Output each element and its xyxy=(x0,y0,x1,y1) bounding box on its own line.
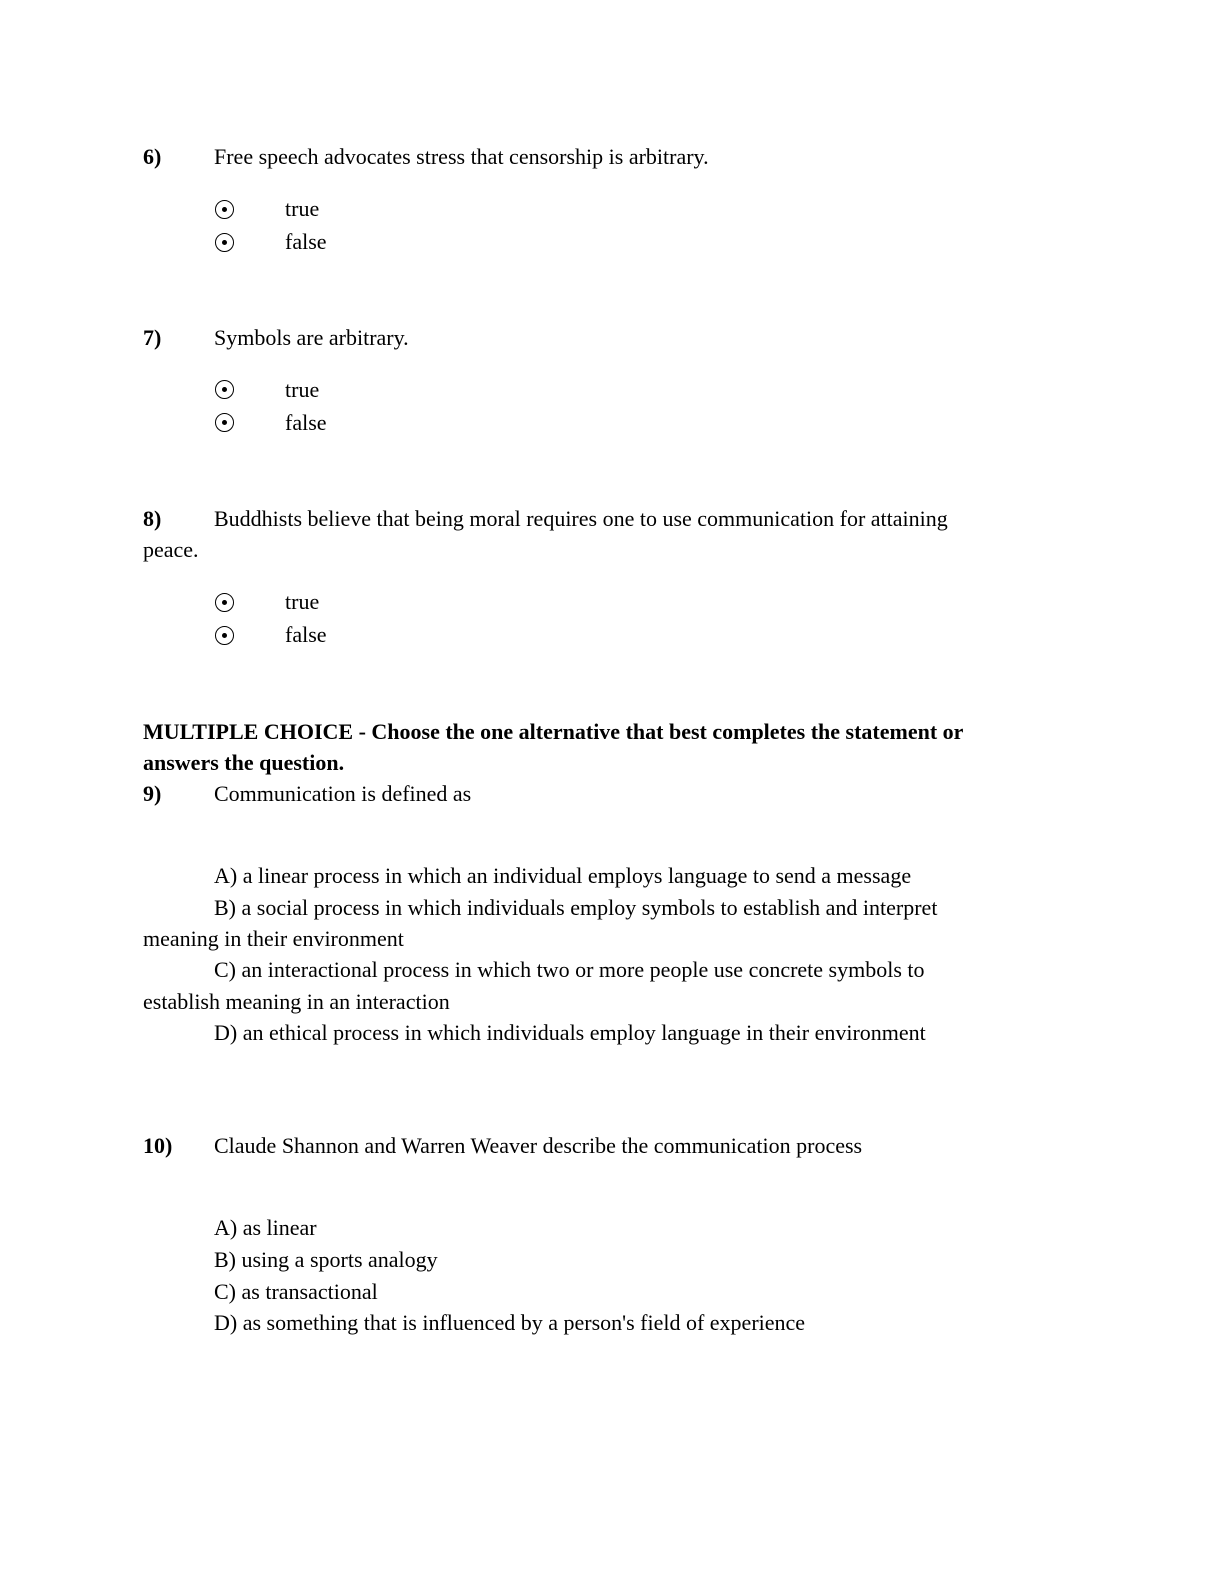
choice-b-continuation: meaning in their environment xyxy=(143,926,404,951)
section-heading-line2: answers the question. xyxy=(143,750,345,775)
radio-icon[interactable] xyxy=(215,413,234,432)
question-number: 10) xyxy=(143,1133,173,1158)
choice-b[interactable]: B) using a sports analogy xyxy=(214,1247,438,1272)
option-label-true: true xyxy=(285,196,320,221)
question-text: Claude Shannon and Warren Weaver describe the communication process xyxy=(214,1133,863,1158)
radio-icon[interactable] xyxy=(215,380,234,399)
question-text: Symbols are arbitrary. xyxy=(214,325,409,350)
choice-d[interactable]: D) an ethical process in which individuals employ language in their environment xyxy=(214,1020,926,1045)
option-label-false: false xyxy=(285,410,327,435)
choice-a[interactable]: A) as linear xyxy=(214,1215,317,1240)
choice-a[interactable]: A) a linear process in which an individual employs language to send a message xyxy=(214,863,912,888)
question-number: 8) xyxy=(143,506,162,531)
radio-icon[interactable] xyxy=(215,200,234,219)
question-text-line1: Buddhists believe that being moral requires one to use communication for attaining xyxy=(214,506,948,531)
question-number: 9) xyxy=(143,781,162,806)
option-label-true: true xyxy=(285,589,320,614)
radio-icon[interactable] xyxy=(215,233,234,252)
question-text: Communication is defined as xyxy=(214,781,472,806)
question-text-line2: peace. xyxy=(143,537,199,562)
choice-d[interactable]: D) as something that is influenced by a person's field of experience xyxy=(214,1310,806,1335)
choice-b[interactable]: B) a social process in which individuals employ symbols to establish and interpret xyxy=(214,895,938,920)
radio-icon[interactable] xyxy=(215,626,234,645)
option-label-false: false xyxy=(285,622,327,647)
radio-icon[interactable] xyxy=(215,593,234,612)
question-number: 6) xyxy=(143,144,162,169)
question-text: Free speech advocates stress that censorship is arbitrary. xyxy=(214,144,709,169)
option-label-false: false xyxy=(285,229,327,254)
choice-c[interactable]: C) an interactional process in which two or more people use concrete symbols to xyxy=(214,957,925,982)
choice-c[interactable]: C) as transactional xyxy=(214,1279,378,1304)
section-heading-line1: MULTIPLE CHOICE - Choose the one alternative that best completes the statement or xyxy=(143,719,964,744)
choice-c-continuation: establish meaning in an interaction xyxy=(143,989,450,1014)
question-number: 7) xyxy=(143,325,162,350)
option-label-true: true xyxy=(285,377,320,402)
